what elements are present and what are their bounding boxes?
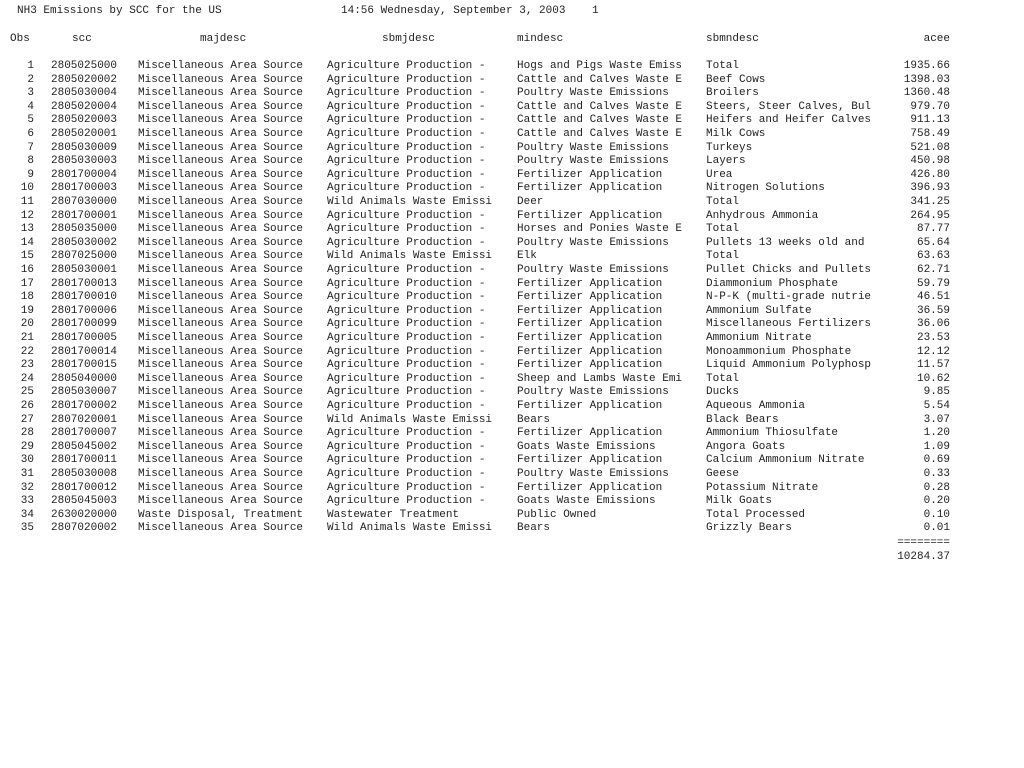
cell-sbmndesc: Total xyxy=(706,196,740,208)
cell-sbmjdesc: Agriculture Production - xyxy=(327,481,486,494)
cell-scc: 2807030000 xyxy=(51,196,118,208)
cell-majdesc: Miscellaneous Area Source xyxy=(138,468,304,480)
cell-scc: 2805020002 xyxy=(51,73,118,86)
cell-acee: 341.25 xyxy=(910,196,950,208)
cell-obs: 8 xyxy=(27,155,34,168)
cell-acee: 0.33 xyxy=(923,468,950,480)
cell-obs: 17 xyxy=(20,277,34,290)
cell-scc: 2805030007 xyxy=(51,386,118,399)
cell-scc: 2805030004 xyxy=(51,87,118,100)
cell-mindesc: Poultry Waste Emissions xyxy=(517,468,669,480)
cell-mindesc: Fertilizer Application xyxy=(517,332,663,344)
cell-obs: 29 xyxy=(20,440,34,453)
cell-sbmjdesc: Agriculture Production - xyxy=(327,114,486,127)
cell-sbmndesc: Ammonium Sulfate xyxy=(706,304,812,317)
cell-scc: 2807020002 xyxy=(51,522,118,535)
cell-obs: 32 xyxy=(20,481,34,494)
cell-majdesc: Miscellaneous Area Source xyxy=(138,60,304,72)
cell-obs: 34 xyxy=(20,508,34,521)
cell-sbmjdesc: Agriculture Production - xyxy=(327,128,486,140)
report-title: NH3 Emissions by SCC for the US xyxy=(17,5,222,17)
cell-majdesc: Miscellaneous Area Source xyxy=(138,73,304,86)
cell-obs: 20 xyxy=(20,318,34,331)
cell-sbmndesc: Total Processed xyxy=(706,508,806,521)
cell-acee: 1360.48 xyxy=(903,87,950,100)
cell-sbmjdesc: Agriculture Production - xyxy=(327,440,486,453)
cell-sbmjdesc: Agriculture Production - xyxy=(327,291,486,304)
cell-mindesc: Fertilizer Application xyxy=(517,168,663,181)
cell-obs: 5 xyxy=(27,114,34,127)
cell-mindesc: Fertilizer Application xyxy=(517,481,663,494)
cell-scc: 2801700014 xyxy=(51,345,118,358)
cell-sbmjdesc: Agriculture Production - xyxy=(327,73,486,86)
cell-mindesc: Horses and Ponies Waste E xyxy=(517,223,683,236)
cell-sbmjdesc: Agriculture Production - xyxy=(327,400,486,412)
cell-mindesc: Fertilizer Application xyxy=(517,209,663,222)
cell-scc: 2805030003 xyxy=(51,155,118,168)
cell-mindesc: Poultry Waste Emissions xyxy=(517,236,669,249)
cell-obs: 12 xyxy=(20,209,34,222)
cell-sbmjdesc: Agriculture Production - xyxy=(327,264,486,276)
cell-sbmndesc: Milk Cows xyxy=(706,128,766,140)
cell-obs: 4 xyxy=(27,100,34,113)
cell-majdesc: Miscellaneous Area Source xyxy=(138,141,304,154)
cell-sbmndesc: Monoammonium Phosphate xyxy=(706,345,852,358)
cell-mindesc: Poultry Waste Emissions xyxy=(517,87,669,100)
cell-acee: 521.08 xyxy=(910,141,950,154)
cell-mindesc: Hogs and Pigs Waste Emiss xyxy=(517,60,683,72)
cell-majdesc: Miscellaneous Area Source xyxy=(138,345,304,358)
cell-acee: 59.79 xyxy=(916,277,950,290)
cell-sbmjdesc: Agriculture Production - xyxy=(327,60,486,72)
cell-mindesc: Cattle and Calves Waste E xyxy=(517,128,683,140)
cell-scc: 2807025000 xyxy=(51,250,118,263)
cell-sbmndesc: Ammonium Nitrate xyxy=(706,332,812,344)
cell-scc: 2805040000 xyxy=(51,372,118,385)
cell-obs: 10 xyxy=(20,182,34,195)
cell-acee: 0.20 xyxy=(923,495,950,508)
column-header-sbmjdesc: sbmjdesc xyxy=(382,33,435,45)
cell-mindesc: Bears xyxy=(517,522,551,535)
cell-sbmndesc: Potassium Nitrate xyxy=(706,481,819,494)
cell-sbmndesc: Pullet Chicks and Pullets xyxy=(706,264,872,276)
cell-mindesc: Elk xyxy=(517,250,537,263)
cell-sbmjdesc: Wild Animals Waste Emissi xyxy=(327,522,493,535)
cell-mindesc: Sheep and Lambs Waste Emi xyxy=(517,372,683,385)
page-number: 1 xyxy=(592,5,599,17)
cell-mindesc: Bears xyxy=(517,413,551,426)
cell-sbmndesc: Total xyxy=(706,60,740,72)
cell-sbmjdesc: Agriculture Production - xyxy=(327,318,486,331)
cell-acee: 911.13 xyxy=(910,114,950,127)
cell-sbmjdesc: Agriculture Production - xyxy=(327,182,486,195)
cell-acee: 1.09 xyxy=(923,440,950,453)
cell-majdesc: Miscellaneous Area Source xyxy=(138,495,304,508)
cell-sbmjdesc: Agriculture Production - xyxy=(327,427,486,440)
cell-scc: 2801700007 xyxy=(51,427,118,440)
cell-sbmjdesc: Agriculture Production - xyxy=(327,87,486,100)
cell-majdesc: Miscellaneous Area Source xyxy=(138,304,304,317)
column-header-majdesc: majdesc xyxy=(200,33,247,45)
cell-sbmndesc: Aqueous Ammonia xyxy=(706,400,806,412)
cell-obs: 33 xyxy=(20,495,34,508)
cell-scc: 2805030001 xyxy=(51,264,118,276)
cell-sbmjdesc: Wild Animals Waste Emissi xyxy=(327,250,493,263)
cell-scc: 2801700010 xyxy=(51,291,118,304)
cell-sbmjdesc: Agriculture Production - xyxy=(327,372,486,385)
cell-sbmndesc: Calcium Ammonium Nitrate xyxy=(706,454,865,467)
cell-obs: 26 xyxy=(20,400,34,412)
cell-sbmjdesc: Agriculture Production - xyxy=(327,223,486,236)
cell-mindesc: Goats Waste Emissions xyxy=(517,495,656,508)
cell-mindesc: Fertilizer Application xyxy=(517,427,663,440)
cell-acee: 0.01 xyxy=(923,522,950,535)
cell-mindesc: Cattle and Calves Waste E xyxy=(517,114,683,127)
cell-majdesc: Miscellaneous Area Source xyxy=(138,114,304,127)
report-title-line xyxy=(0,5,599,19)
cell-majdesc: Miscellaneous Area Source xyxy=(138,318,304,331)
cell-mindesc: Fertilizer Application xyxy=(517,182,663,195)
cell-majdesc: Miscellaneous Area Source xyxy=(138,236,304,249)
cell-obs: 2 xyxy=(27,73,34,86)
cell-acee: 3.07 xyxy=(923,413,950,426)
column-header-sbmndesc: sbmndesc xyxy=(706,33,759,45)
cell-obs: 9 xyxy=(27,168,34,181)
cell-mindesc: Public Owned xyxy=(517,508,597,521)
cell-obs: 31 xyxy=(20,468,34,480)
column-header-mindesc: mindesc xyxy=(517,33,564,45)
column-header-scc: scc xyxy=(72,33,92,45)
cell-sbmjdesc: Agriculture Production - xyxy=(327,454,486,467)
cell-sbmndesc: Heifers and Heifer Calves xyxy=(706,114,872,127)
cell-scc: 2805045002 xyxy=(51,440,118,453)
cell-majdesc: Miscellaneous Area Source xyxy=(138,372,304,385)
cell-scc: 2801700003 xyxy=(51,182,118,195)
cell-mindesc: Fertilizer Application xyxy=(517,277,663,290)
cell-acee: 46.51 xyxy=(916,291,950,304)
cell-scc: 2801700011 xyxy=(51,454,118,467)
cell-obs: 27 xyxy=(20,413,34,426)
cell-majdesc: Miscellaneous Area Source xyxy=(138,291,304,304)
cell-acee: 12.12 xyxy=(916,345,950,358)
cell-sbmjdesc: Agriculture Production - xyxy=(327,236,486,249)
cell-sbmndesc: Turkeys xyxy=(706,141,753,154)
cell-obs: 21 xyxy=(20,332,34,344)
cell-obs: 1 xyxy=(27,60,34,72)
cell-obs: 23 xyxy=(20,359,34,372)
cell-sbmndesc: Beef Cows xyxy=(706,73,766,86)
cell-obs: 11 xyxy=(20,196,34,208)
cell-sbmndesc: Diammonium Phosphate xyxy=(706,277,839,290)
cell-sbmjdesc: Wastewater Treatment xyxy=(327,508,460,521)
cell-majdesc: Miscellaneous Area Source xyxy=(138,168,304,181)
total-value: 10284.37 xyxy=(897,551,950,563)
cell-majdesc: Miscellaneous Area Source xyxy=(138,250,304,263)
total-line xyxy=(0,551,950,565)
cell-majdesc: Miscellaneous Area Source xyxy=(138,332,304,344)
cell-sbmndesc: Angora Goats xyxy=(706,440,786,453)
cell-majdesc: Miscellaneous Area Source xyxy=(138,209,304,222)
cell-obs: 7 xyxy=(27,141,34,154)
cell-sbmndesc: Total xyxy=(706,250,740,263)
cell-obs: 19 xyxy=(20,304,34,317)
cell-scc: 2801700006 xyxy=(51,304,118,317)
cell-majdesc: Miscellaneous Area Source xyxy=(138,264,304,276)
cell-majdesc: Miscellaneous Area Source xyxy=(138,440,304,453)
cell-acee: 9.85 xyxy=(923,386,950,399)
cell-acee: 36.06 xyxy=(916,318,950,331)
cell-scc: 2805045003 xyxy=(51,495,118,508)
cell-acee: 264.95 xyxy=(910,209,950,222)
report-timestamp: 14:56 Wednesday, September 3, 2003 xyxy=(341,5,566,17)
cell-sbmndesc: Ammonium Thiosulfate xyxy=(706,427,839,440)
cell-majdesc: Miscellaneous Area Source xyxy=(138,481,304,494)
cell-mindesc: Fertilizer Application xyxy=(517,359,663,372)
cell-majdesc: Miscellaneous Area Source xyxy=(138,277,304,290)
cell-sbmndesc: Urea xyxy=(706,168,733,181)
cell-majdesc: Miscellaneous Area Source xyxy=(138,182,304,195)
cell-mindesc: Fertilizer Application xyxy=(517,318,663,331)
cell-acee: 23.53 xyxy=(916,332,950,344)
cell-acee: 1935.66 xyxy=(903,60,950,72)
cell-majdesc: Miscellaneous Area Source xyxy=(138,400,304,412)
cell-scc: 2805025000 xyxy=(51,60,118,72)
cell-sbmndesc: Pullets 13 weeks old and xyxy=(706,236,865,249)
cell-sbmndesc: Broilers xyxy=(706,87,759,100)
cell-scc: 2805030008 xyxy=(51,468,118,480)
cell-acee: 5.54 xyxy=(923,400,950,412)
cell-obs: 14 xyxy=(20,236,34,249)
column-header-obs: Obs xyxy=(10,33,30,45)
cell-acee: 87.77 xyxy=(916,223,950,236)
cell-sbmndesc: Nitrogen Solutions xyxy=(706,182,825,195)
cell-sbmjdesc: Wild Animals Waste Emissi xyxy=(327,413,493,426)
cell-sbmndesc: Milk Goats xyxy=(706,495,773,508)
cell-majdesc: Miscellaneous Area Source xyxy=(138,386,304,399)
cell-sbmjdesc: Agriculture Production - xyxy=(327,386,486,399)
cell-sbmndesc: Anhydrous Ammonia xyxy=(706,209,819,222)
total-rule-line xyxy=(0,537,950,551)
cell-sbmjdesc: Agriculture Production - xyxy=(327,359,486,372)
cell-sbmjdesc: Agriculture Production - xyxy=(327,345,486,358)
cell-mindesc: Cattle and Calves Waste E xyxy=(517,73,683,86)
cell-acee: 758.49 xyxy=(910,128,950,140)
cell-sbmndesc: Layers xyxy=(706,155,746,168)
cell-sbmjdesc: Agriculture Production - xyxy=(327,209,486,222)
cell-sbmjdesc: Agriculture Production - xyxy=(327,168,486,181)
cell-majdesc: Miscellaneous Area Source xyxy=(138,87,304,100)
cell-obs: 6 xyxy=(27,128,34,140)
cell-mindesc: Poultry Waste Emissions xyxy=(517,155,669,168)
cell-sbmjdesc: Wild Animals Waste Emissi xyxy=(327,196,493,208)
cell-sbmjdesc: Agriculture Production - xyxy=(327,100,486,113)
cell-scc: 2801700012 xyxy=(51,481,118,494)
cell-scc: 2630020000 xyxy=(51,508,118,521)
cell-sbmjdesc: Agriculture Production - xyxy=(327,332,486,344)
cell-acee: 36.59 xyxy=(916,304,950,317)
cell-majdesc: Miscellaneous Area Source xyxy=(138,100,304,113)
cell-scc: 2805035000 xyxy=(51,223,118,236)
cell-mindesc: Poultry Waste Emissions xyxy=(517,264,669,276)
cell-scc: 2805030002 xyxy=(51,236,118,249)
cell-mindesc: Goats Waste Emissions xyxy=(517,440,656,453)
cell-scc: 2801700099 xyxy=(51,318,118,331)
cell-acee: 0.10 xyxy=(923,508,950,521)
cell-acee: 450.98 xyxy=(910,155,950,168)
cell-scc: 2801700001 xyxy=(51,209,118,222)
cell-scc: 2807020001 xyxy=(51,413,118,426)
cell-obs: 15 xyxy=(20,250,34,263)
cell-mindesc: Fertilizer Application xyxy=(517,345,663,358)
cell-scc: 2805020004 xyxy=(51,100,118,113)
cell-acee: 11.57 xyxy=(916,359,950,372)
cell-obs: 3 xyxy=(27,87,34,100)
cell-obs: 30 xyxy=(20,454,34,467)
cell-majdesc: Waste Disposal, Treatment xyxy=(138,508,304,521)
cell-obs: 24 xyxy=(20,372,34,385)
cell-obs: 18 xyxy=(20,291,34,304)
total-rule: ======== xyxy=(897,537,950,549)
cell-acee: 65.64 xyxy=(916,236,950,249)
cell-sbmjdesc: Agriculture Production - xyxy=(327,468,486,480)
cell-sbmndesc: Steers, Steer Calves, Bul xyxy=(706,100,872,113)
cell-majdesc: Miscellaneous Area Source xyxy=(138,128,304,140)
cell-obs: 35 xyxy=(20,522,34,535)
cell-mindesc: Deer xyxy=(517,196,544,208)
cell-mindesc: Fertilizer Application xyxy=(517,291,663,304)
cell-acee: 396.93 xyxy=(910,182,950,195)
cell-scc: 2805020001 xyxy=(51,128,118,140)
cell-majdesc: Miscellaneous Area Source xyxy=(138,196,304,208)
cell-acee: 1398.03 xyxy=(903,73,950,86)
cell-obs: 13 xyxy=(20,223,34,236)
cell-majdesc: Miscellaneous Area Source xyxy=(138,413,304,426)
cell-acee: 10.62 xyxy=(916,372,950,385)
cell-majdesc: Miscellaneous Area Source xyxy=(138,454,304,467)
cell-majdesc: Miscellaneous Area Source xyxy=(138,155,304,168)
cell-sbmndesc: Black Bears xyxy=(706,413,779,426)
cell-mindesc: Poultry Waste Emissions xyxy=(517,386,669,399)
cell-mindesc: Fertilizer Application xyxy=(517,304,663,317)
cell-acee: 62.71 xyxy=(916,264,950,276)
cell-acee: 0.69 xyxy=(923,454,950,467)
cell-sbmndesc: Liquid Ammonium Polyphosp xyxy=(706,359,872,372)
cell-majdesc: Miscellaneous Area Source xyxy=(138,522,304,535)
cell-obs: 16 xyxy=(20,264,34,276)
cell-obs: 25 xyxy=(20,386,34,399)
cell-sbmndesc: Miscellaneous Fertilizers xyxy=(706,318,872,331)
cell-sbmndesc: Total xyxy=(706,223,740,236)
cell-sbmndesc: Grizzly Bears xyxy=(706,522,792,535)
cell-sbmndesc: N-P-K (multi-grade nutrie xyxy=(706,291,872,304)
cell-obs: 28 xyxy=(20,427,34,440)
column-header-row xyxy=(0,33,950,47)
cell-scc: 2801700004 xyxy=(51,168,118,181)
cell-mindesc: Fertilizer Application xyxy=(517,454,663,467)
cell-acee: 0.28 xyxy=(923,481,950,494)
cell-majdesc: Miscellaneous Area Source xyxy=(138,223,304,236)
cell-scc: 2801700013 xyxy=(51,277,118,290)
cell-obs: 22 xyxy=(20,345,34,358)
cell-scc: 2805030009 xyxy=(51,141,118,154)
cell-scc: 2805020003 xyxy=(51,114,118,127)
cell-sbmjdesc: Agriculture Production - xyxy=(327,155,486,168)
cell-sbmjdesc: Agriculture Production - xyxy=(327,141,486,154)
cell-acee: 63.63 xyxy=(916,250,950,263)
cell-sbmndesc: Ducks xyxy=(706,386,740,399)
column-header-acee: acee xyxy=(923,33,950,45)
cell-mindesc: Fertilizer Application xyxy=(517,400,663,412)
cell-acee: 1.20 xyxy=(923,427,950,440)
cell-sbmjdesc: Agriculture Production - xyxy=(327,495,486,508)
cell-sbmjdesc: Agriculture Production - xyxy=(327,304,486,317)
cell-sbmndesc: Geese xyxy=(706,468,740,480)
cell-acee: 426.80 xyxy=(910,168,950,181)
cell-scc: 2801700015 xyxy=(51,359,118,372)
cell-majdesc: Miscellaneous Area Source xyxy=(138,359,304,372)
cell-scc: 2801700002 xyxy=(51,400,118,412)
cell-mindesc: Poultry Waste Emissions xyxy=(517,141,669,154)
cell-majdesc: Miscellaneous Area Source xyxy=(138,427,304,440)
cell-scc: 2801700005 xyxy=(51,332,118,344)
cell-sbmndesc: Total xyxy=(706,372,740,385)
cell-acee: 979.70 xyxy=(910,100,950,113)
cell-sbmjdesc: Agriculture Production - xyxy=(327,277,486,290)
cell-mindesc: Cattle and Calves Waste E xyxy=(517,100,683,113)
